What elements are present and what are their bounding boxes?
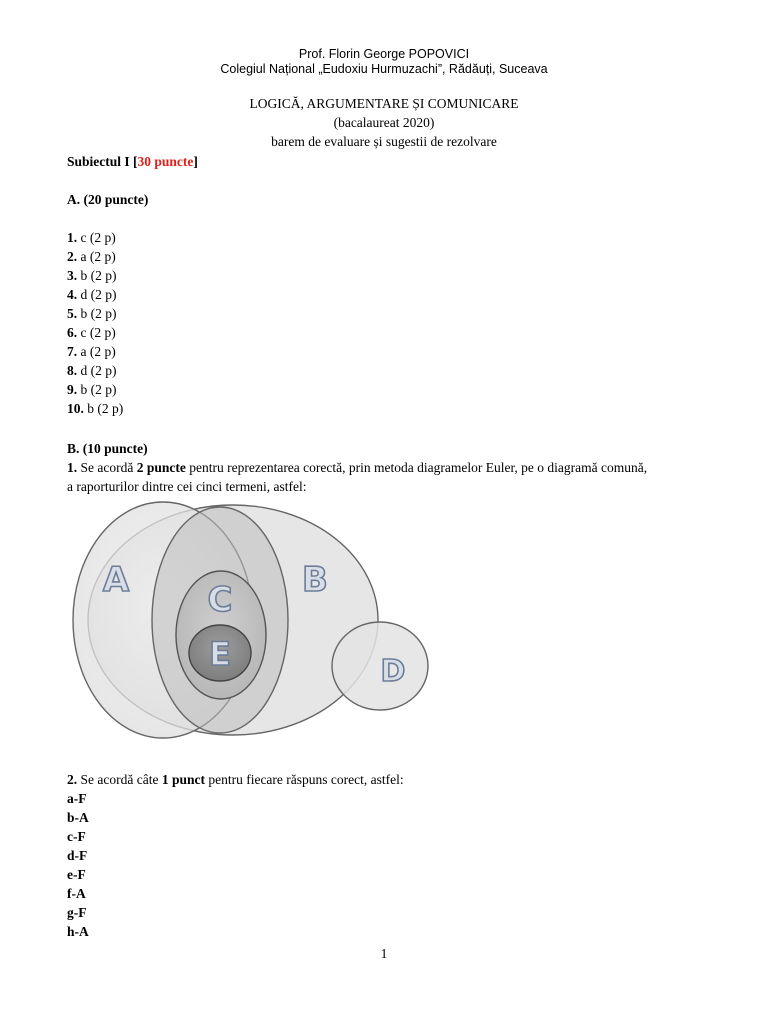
answer-number: 4. (67, 287, 78, 302)
answer-value: a (2 p) (80, 344, 116, 359)
answer-value: d (2 p) (80, 287, 117, 302)
subject-heading: Subiectul I [30 puncte] (67, 154, 198, 169)
true-false-answer: h-A (67, 924, 89, 939)
question-1-text: 1. Se acordă 2 puncte pentru reprezentarea corectă, prin metoda diagramelor Euler, pe o diagramă comună, (67, 460, 648, 475)
answer-number: 8. (67, 363, 78, 378)
label-c: C (207, 580, 233, 620)
question-2-text: 2. Se acordă câte 1 punct pentru fiecare răspuns corect, astfel: (67, 772, 404, 787)
true-false-answer: f-A (67, 886, 86, 901)
doc-subtitle: barem de evaluare și sugestii de rezolvare (271, 134, 497, 149)
answer-number: 7. (67, 344, 78, 359)
question-1-text-line2: a raporturilor dintre cei cinci termeni, astfel: (67, 479, 307, 494)
true-false-answer: d-F (67, 848, 88, 863)
answer-number: 10. (67, 401, 84, 416)
section-a-heading: A. (20 puncte) (67, 192, 149, 207)
answer-number: 2. (67, 249, 78, 264)
subject-points: 30 puncte (137, 154, 194, 169)
true-false-answer: a-F (67, 791, 87, 806)
answer-number: 5. (67, 306, 78, 321)
answer-number: 1. (67, 230, 78, 245)
answer-row (67, 285, 117, 304)
euler-diagram (60, 495, 440, 740)
answer-row (67, 247, 116, 266)
answer-row (67, 380, 117, 399)
label-b: B (302, 560, 328, 600)
answer-value: a (2 p) (80, 249, 116, 264)
true-false-answer: g-F (67, 905, 87, 920)
answer-row (67, 304, 117, 323)
answer-value: b (2 p) (87, 401, 124, 416)
answer-row (67, 266, 117, 285)
answer-value: c (2 p) (80, 325, 116, 340)
doc-title: LOGICĂ, ARGUMENTARE ȘI COMUNICARE (249, 96, 519, 111)
answer-value: b (2 p) (80, 306, 117, 321)
answer-number: 3. (67, 268, 78, 283)
answer-value: b (2 p) (80, 382, 117, 397)
school-line: Colegiul Național „Eudoxiu Hurmuzachi”, Rădăuți, Suceava (220, 62, 548, 76)
author-line: Prof. Florin George POPOVICI (298, 47, 470, 61)
label-e: E (209, 635, 231, 673)
answer-row (67, 342, 116, 361)
label-a: A (102, 560, 130, 600)
page-number: 1 (380, 946, 388, 961)
answer-number: 6. (67, 325, 78, 340)
answer-value: b (2 p) (80, 268, 117, 283)
answer-row (67, 399, 123, 418)
answer-value: d (2 p) (80, 363, 117, 378)
label-d: D (380, 654, 406, 689)
true-false-answer: e-F (67, 867, 86, 882)
doc-subtitle-year: (bacalaureat 2020) (333, 115, 435, 130)
true-false-answer: b-A (67, 810, 89, 825)
true-false-answer: c-F (67, 829, 86, 844)
section-b-heading: B. (10 puncte) (67, 441, 148, 456)
answer-row (67, 228, 116, 247)
answer-row (67, 361, 117, 380)
answer-number: 9. (67, 382, 78, 397)
answer-value: c (2 p) (80, 230, 116, 245)
answer-row (67, 323, 116, 342)
